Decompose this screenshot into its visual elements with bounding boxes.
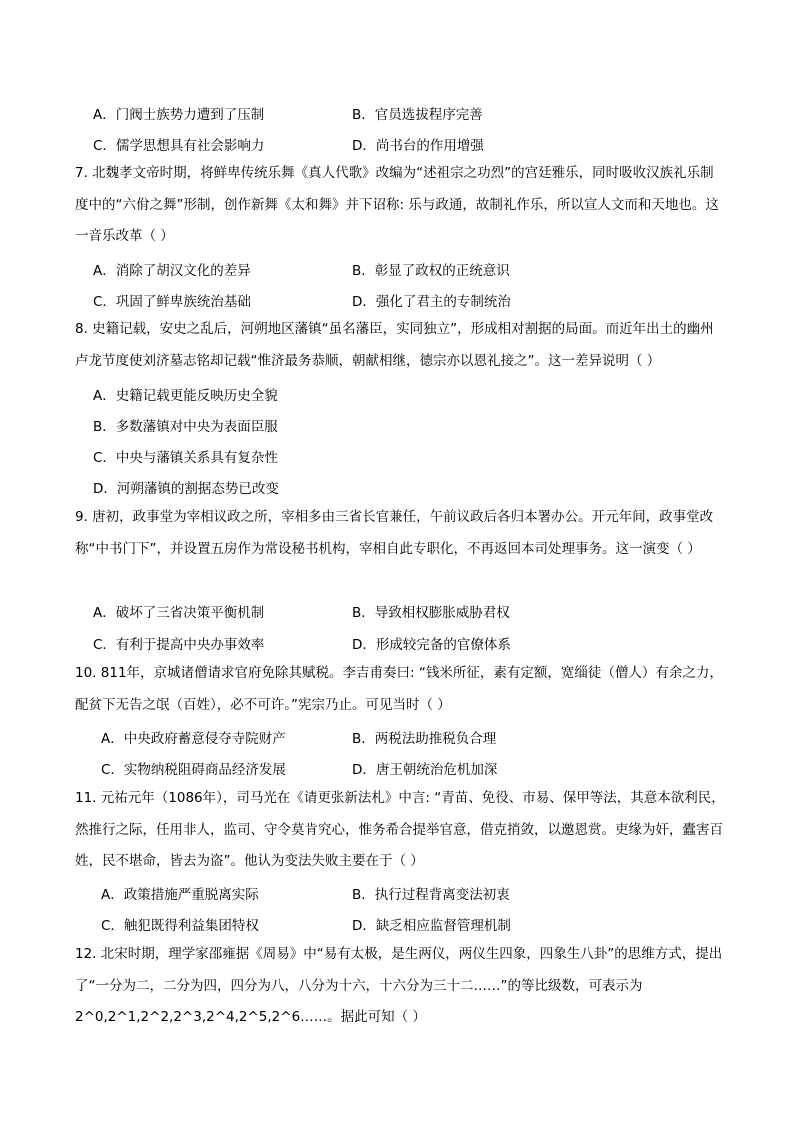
q6-option-c[interactable]: C．儒学思想具有社会影响力	[93, 138, 265, 154]
q8-stem: 8. 史籍记载，安史之乱后，河朔地区藩镇“虽名藩臣，实同独立”，形成相对割据的局面。而近年出土的幽州卢龙节度使刘济墓志铭却记载“惟济最务恭顺，朝献相继，德宗亦以恩礼接之”。这一差异说明（ ）	[75, 321, 714, 369]
q11-option-d[interactable]: D．缺乏相应监督管理机制	[352, 918, 511, 934]
q10-option-c[interactable]: C．实物纳税阻碍商品经济发展	[101, 762, 286, 778]
q9-option-a[interactable]: A．破坏了三省决策平衡机制	[93, 605, 265, 621]
q7-option-c[interactable]: C．巩固了鲜卑族统治基础	[93, 294, 251, 310]
q8-option-a[interactable]: A．史籍记载更能反映历史全貌	[93, 388, 278, 404]
q6-option-a[interactable]: A．门阀士族势力遭到了压制	[93, 107, 265, 123]
q6-option-d[interactable]: D．尚书台的作用增强	[352, 138, 484, 154]
q8-option-c[interactable]: C．中央与藩镇关系具有复杂性	[93, 450, 278, 466]
q10-stem: 10. 811年，京城诸僧请求官府免除其赋税。李吉甫奏曰: “钱米所征，素有定额，宽缁徒（僧人）有余之力，配贫下无告之氓（百姓），必不可许。”宪宗乃止。可见当时（ ）	[75, 665, 723, 713]
q12-stem: 12. 北宋时期，理学家邵雍据《周易》中“易有太极，是生两仪，两仪生四象，四象生八卦”的思维方式，提出了“一分为二，二分为四，四分为八，八分为十六，十六分为三十二……”的等比级数，可表示为2^0,2^1,2^2,2^3,2^4,2^5,2^6……。据此可知（ ）	[75, 946, 723, 1025]
q11-option-c[interactable]: C．触犯既得利益集团特权	[101, 918, 259, 934]
q11-stem: 11. 元祐元年（1086年），司马光在《请更张新法札》中言: “青苗、免役、市易、保甲等法，其意本欲利民，然推行之际，任用非人，监司、守令莫肯究心，惟务希合提举官意，借克捎敛，以邀恩赏。吏缘为奸，蠹害百姓，民不堪命，皆去为盗”。他认为变法失败主要在于（ ）	[75, 790, 725, 869]
q10-option-b[interactable]: B．两税法助推税负合理	[352, 731, 497, 747]
q9-option-c[interactable]: C．有利于提高中央办事效率	[93, 637, 265, 653]
q9-option-d[interactable]: D．形成较完备的官僚体系	[352, 637, 511, 653]
q9-stem: 9. 唐初，政事堂为宰相议政之所，宰相多由三省长官兼任，午前议政后各归本署办公。开元年间，政事堂改称“中书门下”，并设置五房作为常设秘书机构，宰相自此专职化，不再返回本司处理事务。这一演变（ ）	[75, 509, 714, 557]
q8-option-d[interactable]: D．河朔藩镇的割据态势已改变	[93, 481, 279, 497]
q11-option-b[interactable]: B．执行过程背离变法初衷	[352, 887, 510, 903]
q8-option-b[interactable]: B．多数藩镇对中央为表面臣服	[93, 419, 278, 435]
q7-stem: 7. 北魏孝文帝时期，将鲜卑传统乐舞《真人代歌》改编为“述祖宗之功烈”的宫廷雅乐，同时吸收汉族礼乐制度中的“六佾之舞”形制，创作新舞《太和舞》并下诏称: 乐与政通，故制礼作乐，所以宣人文而和天地也。这一音乐改革（ ）	[75, 165, 719, 244]
q7-option-a[interactable]: A．消除了胡汉文化的差异	[93, 263, 251, 279]
q10-option-a[interactable]: A．中央政府蓄意侵夺寺院财产	[101, 731, 286, 747]
q10-option-d[interactable]: D．唐王朝统治危机加深	[352, 762, 498, 778]
q9-option-b[interactable]: B．导致相权膨胀威胁君权	[352, 605, 510, 621]
q7-option-d[interactable]: D．强化了君主的专制统治	[352, 294, 511, 310]
q7-option-b[interactable]: B．彰显了政权的正统意识	[352, 263, 510, 279]
q11-option-a[interactable]: A．政策措施严重脱离实际	[101, 887, 259, 903]
q6-option-b[interactable]: B．官员选拔程序完善	[352, 107, 483, 123]
